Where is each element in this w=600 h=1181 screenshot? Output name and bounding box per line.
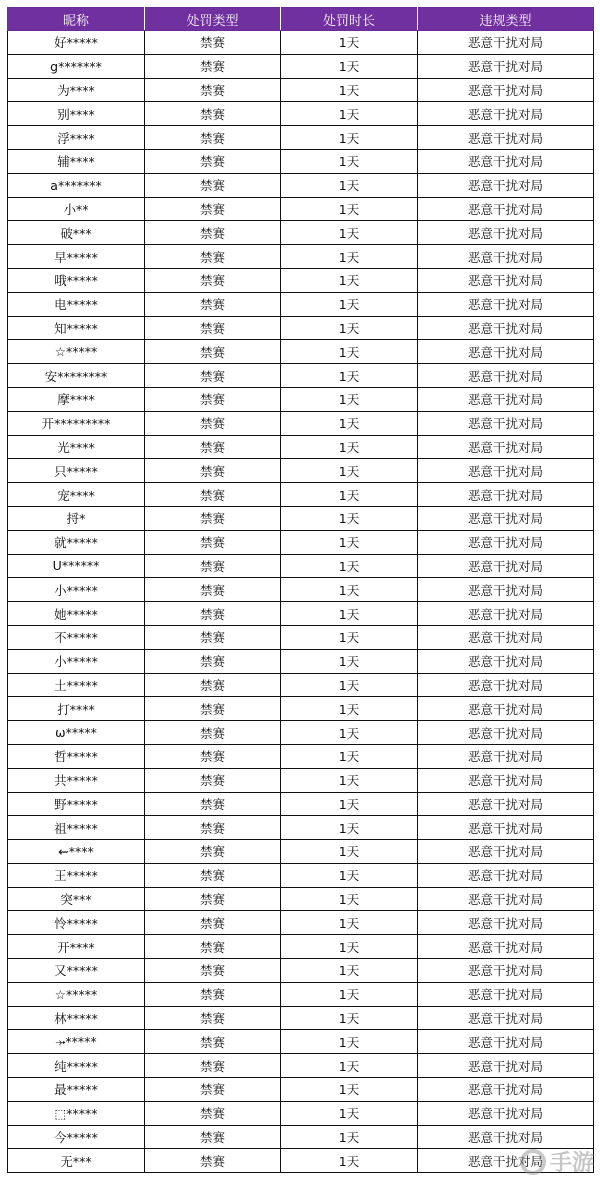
penalty-type-cell: 禁赛	[145, 935, 281, 959]
table-row	[8, 649, 594, 673]
penalty-duration-cell: 1天	[281, 744, 418, 768]
violation-type-cell: 恶意干扰对局	[418, 197, 594, 221]
penalty-duration-cell: 1天	[281, 649, 418, 673]
nickname-cell: 突***	[8, 887, 145, 911]
table-row	[8, 54, 594, 78]
nickname-cell: 祖*****	[8, 816, 145, 840]
penalty-type-cell: 禁赛	[145, 483, 281, 507]
table-row	[8, 126, 594, 150]
penalty-table	[7, 7, 594, 1173]
violation-type-cell: 恶意干扰对局	[418, 887, 594, 911]
table-row	[8, 721, 594, 745]
nickname-cell: 知*****	[8, 316, 145, 340]
nickname-cell: 她*****	[8, 602, 145, 626]
nickname-cell: g*******	[8, 54, 145, 78]
table-row	[8, 1149, 594, 1173]
penalty-type-cell: 禁赛	[145, 387, 281, 411]
nickname-cell: 土*****	[8, 673, 145, 697]
penalty-duration-cell: 1天	[281, 792, 418, 816]
penalty-duration-cell: 1天	[281, 625, 418, 649]
table-body	[8, 31, 594, 1173]
header-nickname: 昵称	[8, 8, 145, 31]
penalty-type-cell: 禁赛	[145, 792, 281, 816]
table-row	[8, 673, 594, 697]
table-row	[8, 31, 594, 55]
penalty-duration-cell: 1天	[281, 221, 418, 245]
table-row	[8, 387, 594, 411]
table-row	[8, 1006, 594, 1030]
header-penalty-duration: 处罚时长	[281, 8, 418, 31]
violation-type-cell: 恶意干扰对局	[418, 625, 594, 649]
nickname-cell: 浮****	[8, 126, 145, 150]
table-row	[8, 149, 594, 173]
penalty-duration-cell: 1天	[281, 578, 418, 602]
nickname-cell: ⬚*****	[8, 1101, 145, 1125]
table-row	[8, 959, 594, 983]
nickname-cell: ☆*****	[8, 982, 145, 1006]
table-row	[8, 697, 594, 721]
penalty-type-cell: 禁赛	[145, 221, 281, 245]
table-row	[8, 554, 594, 578]
violation-type-cell: 恶意干扰对局	[418, 149, 594, 173]
table-row	[8, 435, 594, 459]
penalty-table-container	[7, 7, 593, 1173]
violation-type-cell: 恶意干扰对局	[418, 1101, 594, 1125]
penalty-type-cell: 禁赛	[145, 1030, 281, 1054]
penalty-type-cell: 禁赛	[145, 649, 281, 673]
penalty-duration-cell: 1天	[281, 435, 418, 459]
violation-type-cell: 恶意干扰对局	[418, 411, 594, 435]
violation-type-cell: 恶意干扰对局	[418, 126, 594, 150]
penalty-type-cell: 禁赛	[145, 578, 281, 602]
violation-type-cell: 恶意干扰对局	[418, 768, 594, 792]
table-row	[8, 1078, 594, 1102]
penalty-type-cell: 禁赛	[145, 697, 281, 721]
table-row	[8, 1125, 594, 1149]
nickname-cell: 又*****	[8, 959, 145, 983]
header-violation-type: 违规类型	[418, 8, 594, 31]
penalty-type-cell: 禁赛	[145, 364, 281, 388]
violation-type-cell: 恶意干扰对局	[418, 649, 594, 673]
violation-type-cell: 恶意干扰对局	[418, 554, 594, 578]
nickname-cell: 安********	[8, 364, 145, 388]
violation-type-cell: 恶意干扰对局	[418, 102, 594, 126]
table-row	[8, 483, 594, 507]
table-row	[8, 245, 594, 269]
table-row	[8, 292, 594, 316]
penalty-type-cell: 禁赛	[145, 173, 281, 197]
table-row	[8, 221, 594, 245]
penalty-duration-cell: 1天	[281, 54, 418, 78]
table-row	[8, 459, 594, 483]
penalty-duration-cell: 1天	[281, 387, 418, 411]
table-row	[8, 792, 594, 816]
table-row	[8, 268, 594, 292]
penalty-type-cell: 禁赛	[145, 292, 281, 316]
penalty-duration-cell: 1天	[281, 126, 418, 150]
table-row	[8, 935, 594, 959]
nickname-cell: ☆*****	[8, 340, 145, 364]
penalty-type-cell: 禁赛	[145, 554, 281, 578]
table-row	[8, 102, 594, 126]
nickname-cell: 怜*****	[8, 911, 145, 935]
penalty-type-cell: 禁赛	[145, 863, 281, 887]
violation-type-cell: 恶意干扰对局	[418, 578, 594, 602]
nickname-cell: 无***	[8, 1149, 145, 1173]
nickname-cell: 哦*****	[8, 268, 145, 292]
penalty-duration-cell: 1天	[281, 31, 418, 55]
nickname-cell: 野*****	[8, 792, 145, 816]
penalty-type-cell: 禁赛	[145, 744, 281, 768]
penalty-duration-cell: 1天	[281, 911, 418, 935]
penalty-type-cell: 禁赛	[145, 506, 281, 530]
table-row	[8, 744, 594, 768]
nickname-cell: 辅****	[8, 149, 145, 173]
penalty-duration-cell: 1天	[281, 197, 418, 221]
table-row	[8, 911, 594, 935]
penalty-type-cell: 禁赛	[145, 316, 281, 340]
nickname-cell: 今*****	[8, 1125, 145, 1149]
penalty-duration-cell: 1天	[281, 673, 418, 697]
nickname-cell: ω*****	[8, 721, 145, 745]
violation-type-cell: 恶意干扰对局	[418, 935, 594, 959]
table-row	[8, 197, 594, 221]
table-row	[8, 840, 594, 864]
violation-type-cell: 恶意干扰对局	[418, 1054, 594, 1078]
violation-type-cell: 恶意干扰对局	[418, 697, 594, 721]
table-row	[8, 78, 594, 102]
table-row	[8, 863, 594, 887]
penalty-type-cell: 禁赛	[145, 54, 281, 78]
nickname-cell: 破***	[8, 221, 145, 245]
table-row	[8, 411, 594, 435]
nickname-cell: 摩****	[8, 387, 145, 411]
penalty-type-cell: 禁赛	[145, 78, 281, 102]
penalty-duration-cell: 1天	[281, 840, 418, 864]
penalty-duration-cell: 1天	[281, 530, 418, 554]
nickname-cell: U******	[8, 554, 145, 578]
nickname-cell: 共*****	[8, 768, 145, 792]
nickname-cell: 别****	[8, 102, 145, 126]
penalty-type-cell: 禁赛	[145, 1006, 281, 1030]
header-penalty-type: 处罚类型	[145, 8, 281, 31]
violation-type-cell: 恶意干扰对局	[418, 816, 594, 840]
penalty-type-cell: 禁赛	[145, 816, 281, 840]
penalty-duration-cell: 1天	[281, 364, 418, 388]
nickname-cell: 好*****	[8, 31, 145, 55]
nickname-cell: 为****	[8, 78, 145, 102]
nickname-cell: 小**	[8, 197, 145, 221]
violation-type-cell: 恶意干扰对局	[418, 530, 594, 554]
nickname-cell: 开****	[8, 935, 145, 959]
violation-type-cell: 恶意干扰对局	[418, 435, 594, 459]
nickname-cell: 捋*	[8, 506, 145, 530]
penalty-duration-cell: 1天	[281, 887, 418, 911]
penalty-duration-cell: 1天	[281, 340, 418, 364]
table-row	[8, 625, 594, 649]
penalty-type-cell: 禁赛	[145, 1054, 281, 1078]
nickname-cell: 打****	[8, 697, 145, 721]
violation-type-cell: 恶意干扰对局	[418, 840, 594, 864]
nickname-cell: ⤞*****	[8, 1030, 145, 1054]
nickname-cell: 哲*****	[8, 744, 145, 768]
penalty-type-cell: 禁赛	[145, 459, 281, 483]
penalty-type-cell: 禁赛	[145, 1149, 281, 1173]
penalty-duration-cell: 1天	[281, 1125, 418, 1149]
violation-type-cell: 恶意干扰对局	[418, 1078, 594, 1102]
violation-type-cell: 恶意干扰对局	[418, 483, 594, 507]
violation-type-cell: 恶意干扰对局	[418, 602, 594, 626]
penalty-duration-cell: 1天	[281, 863, 418, 887]
violation-type-cell: 恶意干扰对局	[418, 959, 594, 983]
penalty-duration-cell: 1天	[281, 602, 418, 626]
nickname-cell: 小*****	[8, 649, 145, 673]
penalty-duration-cell: 1天	[281, 554, 418, 578]
watermark-logo-icon	[520, 1149, 546, 1175]
violation-type-cell: 恶意干扰对局	[418, 1030, 594, 1054]
violation-type-cell: 恶意干扰对局	[418, 721, 594, 745]
violation-type-cell: 恶意干扰对局	[418, 1149, 594, 1173]
table-header-row	[8, 8, 594, 31]
penalty-duration-cell: 1天	[281, 78, 418, 102]
penalty-duration-cell: 1天	[281, 149, 418, 173]
penalty-type-cell: 禁赛	[145, 887, 281, 911]
violation-type-cell: 恶意干扰对局	[418, 78, 594, 102]
violation-type-cell: 恶意干扰对局	[418, 459, 594, 483]
nickname-cell: 就*****	[8, 530, 145, 554]
table-row	[8, 340, 594, 364]
violation-type-cell: 恶意干扰对局	[418, 792, 594, 816]
penalty-duration-cell: 1天	[281, 102, 418, 126]
nickname-cell: 只*****	[8, 459, 145, 483]
nickname-cell: 最*****	[8, 1078, 145, 1102]
nickname-cell: 小*****	[8, 578, 145, 602]
nickname-cell: a*******	[8, 173, 145, 197]
nickname-cell: 早*****	[8, 245, 145, 269]
nickname-cell: 开*********	[8, 411, 145, 435]
penalty-duration-cell: 1天	[281, 459, 418, 483]
watermark-text: 手游	[549, 1151, 594, 1176]
penalty-type-cell: 禁赛	[145, 149, 281, 173]
nickname-cell: 电*****	[8, 292, 145, 316]
penalty-type-cell: 禁赛	[145, 435, 281, 459]
violation-type-cell: 恶意干扰对局	[418, 982, 594, 1006]
violation-type-cell: 恶意干扰对局	[418, 911, 594, 935]
violation-type-cell: 恶意干扰对局	[418, 863, 594, 887]
table-row	[8, 506, 594, 530]
table-row	[8, 1054, 594, 1078]
penalty-type-cell: 禁赛	[145, 245, 281, 269]
table-row	[8, 602, 594, 626]
penalty-duration-cell: 1天	[281, 316, 418, 340]
penalty-duration-cell: 1天	[281, 292, 418, 316]
penalty-duration-cell: 1天	[281, 768, 418, 792]
nickname-cell: 不*****	[8, 625, 145, 649]
nickname-cell: 纯*****	[8, 1054, 145, 1078]
violation-type-cell: 恶意干扰对局	[418, 744, 594, 768]
penalty-type-cell: 禁赛	[145, 530, 281, 554]
violation-type-cell: 恶意干扰对局	[418, 673, 594, 697]
penalty-type-cell: 禁赛	[145, 197, 281, 221]
penalty-duration-cell: 1天	[281, 245, 418, 269]
penalty-duration-cell: 1天	[281, 483, 418, 507]
penalty-type-cell: 禁赛	[145, 126, 281, 150]
nickname-cell: ⇜****	[8, 840, 145, 864]
table-row	[8, 1101, 594, 1125]
penalty-duration-cell: 1天	[281, 959, 418, 983]
violation-type-cell: 恶意干扰对局	[418, 173, 594, 197]
penalty-duration-cell: 1天	[281, 1054, 418, 1078]
penalty-duration-cell: 1天	[281, 173, 418, 197]
penalty-type-cell: 禁赛	[145, 1125, 281, 1149]
table-row	[8, 316, 594, 340]
violation-type-cell: 恶意干扰对局	[418, 221, 594, 245]
table-row	[8, 1030, 594, 1054]
penalty-duration-cell: 1天	[281, 1078, 418, 1102]
penalty-duration-cell: 1天	[281, 506, 418, 530]
table-row	[8, 530, 594, 554]
penalty-duration-cell: 1天	[281, 1006, 418, 1030]
penalty-duration-cell: 1天	[281, 697, 418, 721]
penalty-type-cell: 禁赛	[145, 959, 281, 983]
penalty-duration-cell: 1天	[281, 982, 418, 1006]
penalty-duration-cell: 1天	[281, 268, 418, 292]
penalty-type-cell: 禁赛	[145, 1101, 281, 1125]
violation-type-cell: 恶意干扰对局	[418, 364, 594, 388]
penalty-type-cell: 禁赛	[145, 721, 281, 745]
violation-type-cell: 恶意干扰对局	[418, 506, 594, 530]
penalty-type-cell: 禁赛	[145, 268, 281, 292]
violation-type-cell: 恶意干扰对局	[418, 387, 594, 411]
violation-type-cell: 恶意干扰对局	[418, 31, 594, 55]
penalty-type-cell: 禁赛	[145, 411, 281, 435]
nickname-cell: 王*****	[8, 863, 145, 887]
violation-type-cell: 恶意干扰对局	[418, 340, 594, 364]
penalty-type-cell: 禁赛	[145, 102, 281, 126]
penalty-duration-cell: 1天	[281, 1101, 418, 1125]
penalty-type-cell: 禁赛	[145, 602, 281, 626]
penalty-type-cell: 禁赛	[145, 625, 281, 649]
penalty-duration-cell: 1天	[281, 935, 418, 959]
nickname-cell: 光****	[8, 435, 145, 459]
violation-type-cell: 恶意干扰对局	[418, 54, 594, 78]
penalty-type-cell: 禁赛	[145, 768, 281, 792]
table-row	[8, 578, 594, 602]
table-row	[8, 887, 594, 911]
violation-type-cell: 恶意干扰对局	[418, 268, 594, 292]
violation-type-cell: 恶意干扰对局	[418, 1006, 594, 1030]
penalty-type-cell: 禁赛	[145, 31, 281, 55]
violation-type-cell: 恶意干扰对局	[418, 292, 594, 316]
penalty-duration-cell: 1天	[281, 721, 418, 745]
penalty-type-cell: 禁赛	[145, 982, 281, 1006]
table-row	[8, 173, 594, 197]
penalty-duration-cell: 1天	[281, 1030, 418, 1054]
penalty-type-cell: 禁赛	[145, 911, 281, 935]
nickname-cell: 林*****	[8, 1006, 145, 1030]
penalty-type-cell: 禁赛	[145, 340, 281, 364]
table-row	[8, 982, 594, 1006]
violation-type-cell: 恶意干扰对局	[418, 245, 594, 269]
violation-type-cell: 恶意干扰对局	[418, 316, 594, 340]
penalty-duration-cell: 1天	[281, 816, 418, 840]
table-row	[8, 816, 594, 840]
watermark	[520, 1146, 594, 1177]
table-row	[8, 364, 594, 388]
penalty-type-cell: 禁赛	[145, 673, 281, 697]
penalty-type-cell: 禁赛	[145, 1078, 281, 1102]
penalty-duration-cell: 1天	[281, 411, 418, 435]
violation-type-cell: 恶意干扰对局	[418, 1125, 594, 1149]
table-row	[8, 768, 594, 792]
penalty-duration-cell: 1天	[281, 1149, 418, 1173]
penalty-type-cell: 禁赛	[145, 840, 281, 864]
nickname-cell: 宠****	[8, 483, 145, 507]
